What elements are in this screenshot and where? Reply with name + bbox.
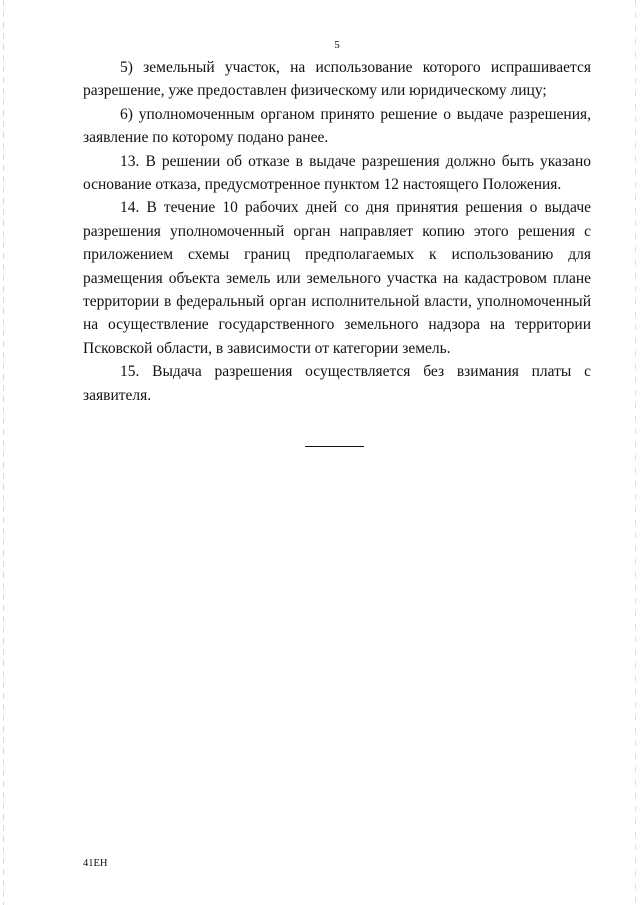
scan-edge-left	[3, 0, 4, 905]
document-body	[83, 56, 591, 407]
paragraph-clause-15: 15. Выдача разрешения осуществляется без взимания платы с заявителя.	[83, 363, 591, 404]
paragraph-clause-13: 13. В решении об отказе в выдаче разрешения должно быть указано основание отказа, предусмотренное пунктом 12 настоящего Положения.	[83, 152, 591, 194]
end-separator-line	[305, 446, 364, 447]
paragraph-clause-14: 14. В течение 10 рабочих дней со дня принятия решения о выдаче разрешения уполномоченный орган направляет копию этого решения с приложением схемы границ предполагаемых к использованию для размещения объекта земель или земельного участка на кадастровом плане территории в федеральный орган исполнительной власти, уполномоченный на осуществление государственного земельного надзора на территории Псковской области, в зависимости от категории земель.	[83, 199, 591, 357]
paragraph-item-5: 5) земельный участок, на использование которого испрашивается разрешение, уже предоставлен физическому или юридическому лицу;	[83, 59, 591, 100]
scan-edge-right	[635, 0, 636, 905]
footer-document-code: 41EH	[83, 858, 108, 869]
paragraph-item-6: 6) уполномоченным органом принято решение о выдаче разрешения, заявление по которому подано ранее.	[83, 105, 591, 147]
page-number: 5	[334, 39, 340, 51]
